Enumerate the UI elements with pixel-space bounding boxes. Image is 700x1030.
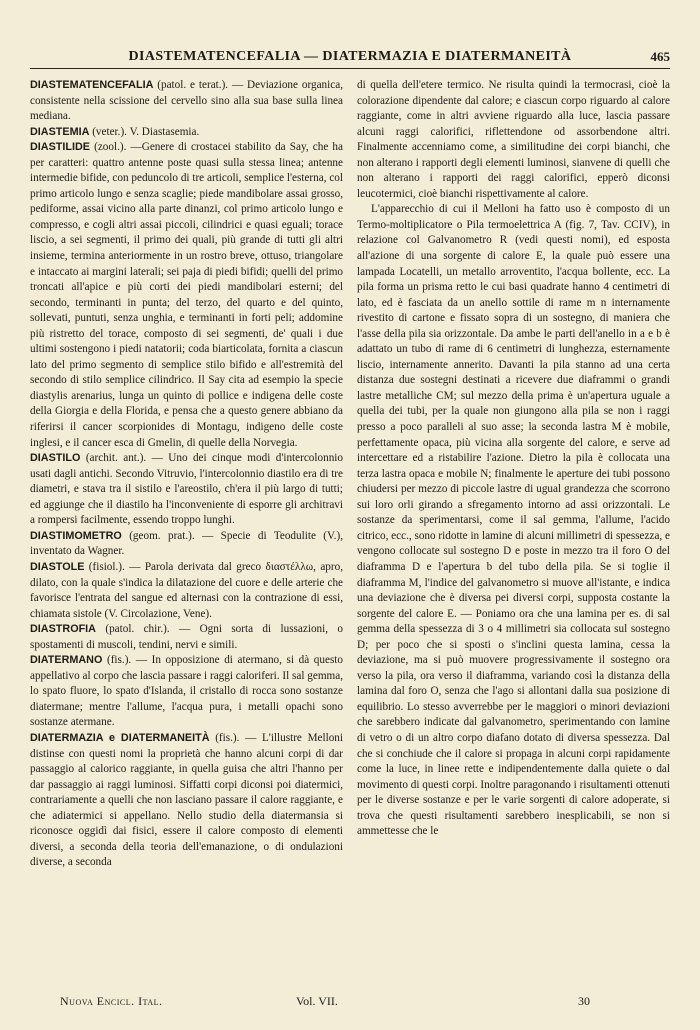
entry-text: (fisiol.). — Parola derivata dal greco διαστέλλω, apro, dilato, con la quale s'indica la dilatazione del cuore e delle arterie che favorisce l'entrata del sangue ed alternasi con la contrazione di essi, chiamata sistole (V. Circolazione, Vene). — [30, 560, 343, 620]
dictionary-entry — [30, 140, 343, 451]
entry-text: (archit. ant.). — Uno dei cinque modi d'intercolonnio usati dagli antichi. Secondo Vitruvio, l'intercolonnio diastilo era di tre diametri, e stava tra il sistilo e l'areostilo, ch'era il più largo di tutti; ed aggiunge che il diastilo ha l'inconveniente di esporre gli architravi a rompersi facilmente, essendo troppo lunghi. — [30, 452, 343, 527]
footer-publication: Nuova Encicl. Ital. — [60, 994, 163, 1008]
text-columns — [30, 78, 670, 986]
running-header — [30, 46, 670, 69]
entry-headword: DIATERMANO — [30, 654, 103, 667]
left-column — [30, 78, 343, 986]
header-title: DIASTEMATENCEFALIA — DIATERMAZIA E DIATERMANEITÀ — [128, 49, 572, 64]
dictionary-entry — [30, 653, 343, 731]
entry-headword: DIATERMAZIA e DIATERMANEITÀ — [30, 731, 210, 744]
entry-headword: DIASTEMATENCEFALIA — [30, 79, 154, 91]
entry-headword: DIASTEMIA — [30, 125, 90, 138]
entry-text: (geom. prat.). — Specie di Teodulite (V.), inventato da Wagner. — [30, 529, 343, 558]
dictionary-entry — [30, 125, 343, 141]
entry-text: (veter.). V. Diastasemia. — [89, 125, 200, 138]
entry-text: (fis.). — L'illustre Melloni distinse con questi nomi la proprietà che hanno alcuni corpi di dar passaggio al calorico raggiante, in quella guisa che altri l'hanno per dar passaggio ai raggi luminosi. Siffatti corpi diconsi poi diatermici, contrariamente a quelli che non lasciano passare il calore raggiante, e che adiatermici si appellano. Nello studio della diatermansia si riconosce oggidì dai fisici, essere il calore composto di elementi diversi, a seconda della teoria dell'emanazione, o di ondulazioni diverse, a seconda — [30, 731, 343, 869]
page-number: 465 — [650, 49, 670, 64]
entry-text: (patol. chir.). — Ogni sorta di lussazioni, o spostamenti di muscoli, tendini, nervi e simili. — [30, 623, 343, 651]
dictionary-entry — [30, 78, 343, 125]
entry-text: (fis.). — In opposizione di atermano, si dà questo appellativo al corpo che lascia passare i raggi caloriferi. Il sal gemma, lo spato fluore, lo spato d'Islanda, il cristallo di rocca sono sostanze diatermane; mentre l'allume, l'acqua pura, i metalli opachi sono sostanze atermane. — [30, 654, 343, 729]
entry-text: (patol. e terat.). — Deviazione organica, consistente nella scissione del cervello sino alla sua base sulla linea mediana. — [30, 79, 343, 123]
body-paragraph: L'apparecchio di cui il Melloni ha fatto uso è composto di un Termo-moltiplicatore o Pila termoelettrica A (fig. 7, Tav. CCIV), in relazione col Galvanometro R (vedi questi nomi), ed esposta all'azione di una sorgente di calore E, la quale può essere una lampada Locatelli, un metallo arroventito, l'acqua bollente, ecc. La pila forma un prisma retto le cui basi quadrate hanno 4 centimetri di lato, ed è fasciata da un anello sottile di rame m n internamente rivestito di cartone e fissato sopra di un sostegno, di maniera che l'asse della pila sia orizzontale. Da ambe le parti dell'anello in a e b è adattato un tubo di rame di 6 centimetri di lunghezza, esternamente liscio, internamente annerito. Davanti la pila stanno ad una certa distanza due sostegni destinati a ricevere due diaframmi o grandi lastre metalliche CM; sul mezzo della prima è un'apertura uguale a quella dei tubi, per la quale non giungono alla pila se non i raggi presso a poco paralleli al suo asse; la seconda lastra M è mobile, perfettamente opaca, più vicina alla sorgente del calore, e serve ad intercettare ed a ristabilire l'azione. Dietro la pila è collocata una terza lastra opaca e mobile N; finalmente le aperture dei tubi possono chiudersi per mezzo di piccole lastre di ugual grandezza che scorrono sui loro orli girando a sfregamento intorno ad assi orizzontali. Le sostanze da sperimentarsi, come il sal gemma, l'allume, l'acido citrico, ecc., sono ridotte in lamine di alcuni millimetri di spessezza, e vengono collocate sul sostegno D e poste in mezzo tra il foro O del diaframma D e l'apertura b del tubo della pila. Se si toglie il diaframma M, l'indice del galvanometro si muove all'istante, e indica una deviazione che è diversa pei diversi corpi, supposta costante la sorgente del calore E. — Poniamo ora che una lamina per es. di sal gemma della spessezza di 3 o 4 millimetri sia collocata sul sostegno D; per poco che si sposti o s'inclini questa lamina, cessa la deviazione, ma si può muovere progressivamente il sostegno ora verso la pila, ora verso il diaframma, variando così la distanza della lamina dal foro O, senza che l'ago si allontani dalla sua posizione di equilibrio. Lo stesso avverrebbe per le maggiori o minori deviazioni che sarebbero indicate dal galvanometro, sperimentando con lamine di vetro o di un altro corpo diafano dotato di diversa spessezza. Dal che si conchiude che il calore si propaga in alcuni corpi rapidamente come la luce, in linee rette e indipendentemente dalla quiete o dal movimento di questi corpi. Inoltre paragonando i risultamenti ottenuti per le diverse sostanze e per le varie sorgenti di calore adoperate, si trova che questi risultamenti sarebbero inesplicabili, se non si ammettesse che le — [357, 203, 670, 838]
entry-headword: DIASTOLE — [30, 560, 85, 573]
dictionary-entry — [30, 731, 343, 871]
dictionary-entry — [30, 529, 343, 560]
dictionary-entry — [30, 451, 343, 529]
entry-headword: DIASTILIDE — [30, 141, 90, 154]
dictionary-entry — [30, 622, 343, 653]
right-column — [357, 78, 670, 986]
dictionary-entry — [30, 560, 343, 622]
footer-signature: 30 — [578, 994, 590, 1008]
entry-headword: DIASTIMOMETRO — [30, 529, 122, 542]
body-paragraph: di quella dell'etere termico. Ne risulta quindi la termocrasi, cioè la colorazione dipendente dal calore; e ciascun corpo riguardo al calore raggiante, come in altri avviene riguardo alla luce, lascia passare alcuni raggi calorifici, riflettendone od assorbendone altri. Finalmente accenniamo come, a similitudine dei corpi bianchi, che non alterano i rapporti degli elementi luminosi, sianvene di quelli che non alterano i rapporti dei raggi calorifici, epperò diconsi leucotermici, cioè bianchi rispettivamente al calore. — [357, 79, 670, 200]
footer-volume: Vol. VII. — [296, 994, 338, 1008]
page-footer — [60, 994, 590, 1012]
entry-text: (zool.). —Genere di crostacei stabilito da Say, che ha per caratteri: quattro antenne poste quasi sulla stessa linea; antenne intermedie bifide, con peduncolo di tre articoli, semplice l'esterna, col primo articolo lungo e senza scaglie; piede mandibolare assai grosso, pediforme, assai vicino alla parte dinanzi, col primo articolo lungo e compresso, e cogli altri assai piccoli, cilindrici e quasi eguali; torace liscio, a sei segmenti, il primo dei quali, più grande di tutti gli altri insieme, termina anteriormente in un rostro breve, ottuso, triangolare e intaccato ai margini laterali; sei paja di piedi bifidi; quelli del primo troncati all'apice e più corti dei piedi mandibolari esterni; del secondo, terminanti in punta; del terzo, del quarto e del quinto, sollevati, puntuti, senza unghia, e terminanti in forti peli; addomine più ristretto del torace, composto di sei segmenti, de' quali i due ultimi sostengono i piedi natatorii; coda biarticolata, fornita a ciascun lato del primo segmento di semplice stilo bifido e all'estremità del secondo di stilo semplice cilindrico. Il Say cita ad esempio la specie diastylis arenarius, lunga un quinto di pollice e indigena delle coste della Giorgia e della Florida, e pensa che a questo genere abbiano da riferirsi il cancer scorpionides di Montagu, indigeno delle coste inglesi, e il cancer esca di Gmelin, di quelle della Norvegia. — [30, 141, 343, 449]
entry-headword: DIASTILO — [30, 452, 81, 465]
entry-headword: DIASTROFIA — [30, 623, 96, 636]
